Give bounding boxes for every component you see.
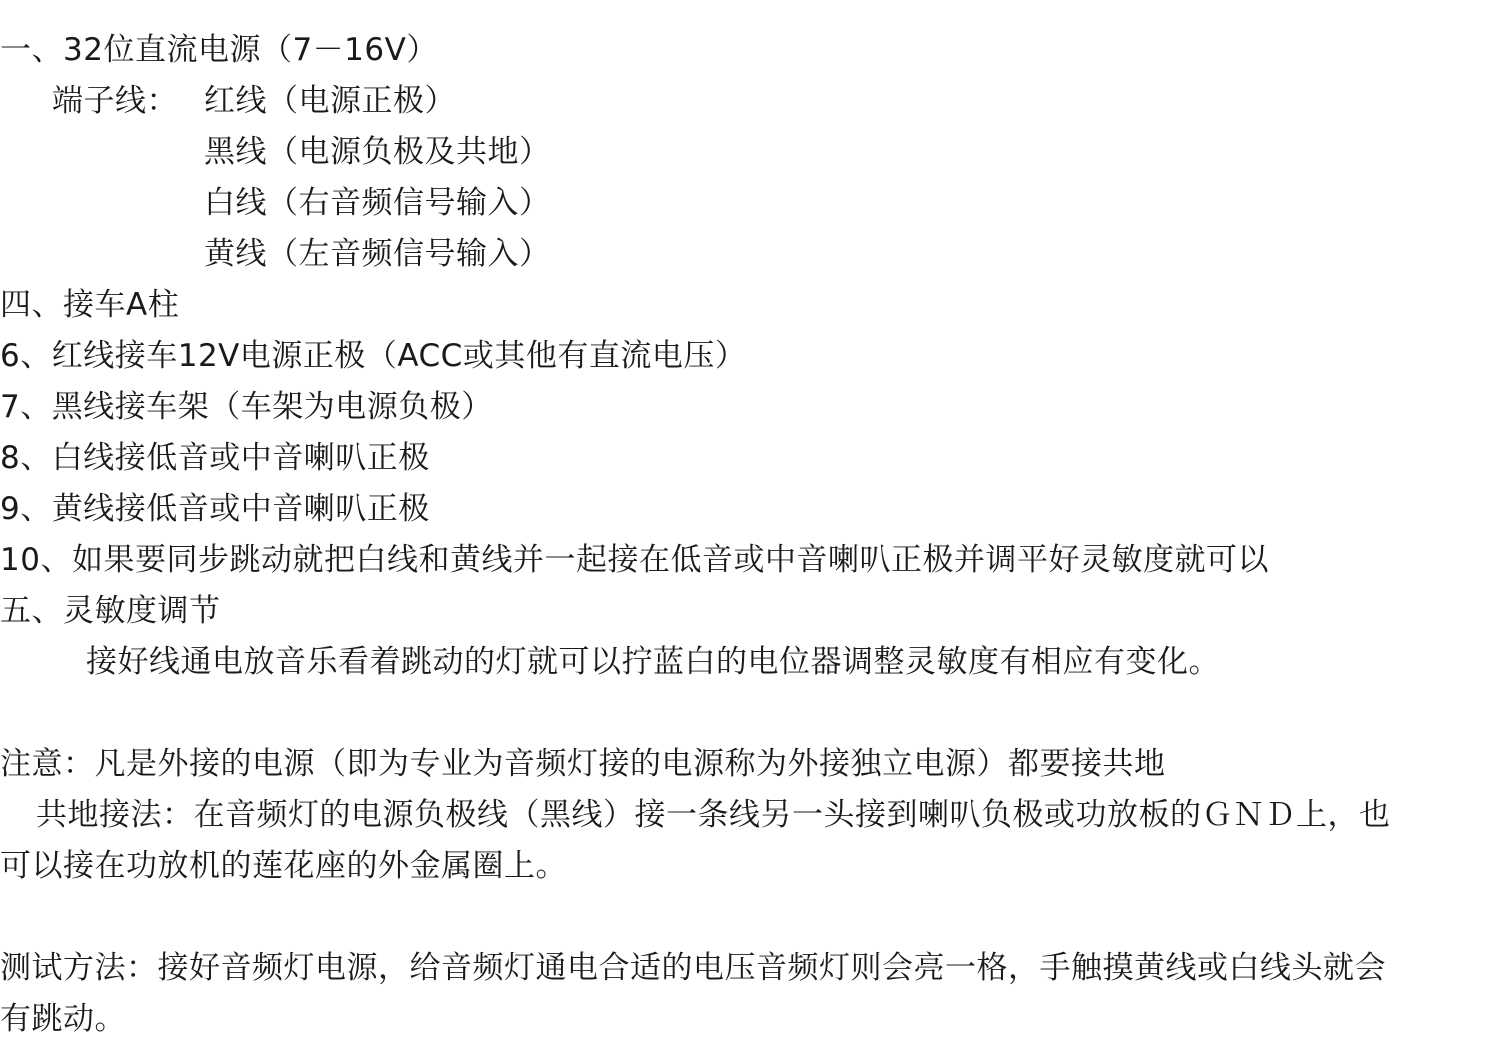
test-method-line1: 测试方法：接好音频灯电源，给音频灯通电合适的电压音频灯则会亮一格，手触摸黄线或白线头就会 [0, 950, 1386, 986]
ground-method-line2: 可以接在功放机的莲花座的外金属圈上。 [0, 848, 567, 884]
step-7: 7、黑线接车架（车架为电源负极） [0, 389, 493, 425]
wire-yellow: 黄线（左音频信号输入） [204, 236, 551, 272]
note-text: 注意：凡是外接的电源（即为专业为音频灯接的电源称为外接独立电源）都要接共地 [0, 746, 1166, 782]
wire-red: 红线（电源正极） [204, 83, 456, 119]
section5-body: 接好线通电放音乐看着跳动的灯就可以拧蓝白的电位器调整灵敏度有相应有变化。 [86, 644, 1220, 680]
section1-heading: 一、32位直流电源（7－16V） [0, 32, 438, 68]
ground-method-line1: 共地接法：在音频灯的电源负极线（黑线）接一条线另一头接到喇叭负极或功放板的ＧＮＤ上，也 [36, 797, 1391, 833]
step-8: 8、白线接低音或中音喇叭正极 [0, 440, 430, 476]
step-9: 9、黄线接低音或中音喇叭正极 [0, 491, 430, 527]
wire-white: 白线（右音频信号输入） [204, 185, 551, 221]
wire-label: 端子线： [52, 83, 178, 119]
section4-heading: 四、接车A柱 [0, 287, 180, 323]
wire-black: 黑线（电源负极及共地） [204, 134, 551, 170]
section5-heading: 五、灵敏度调节 [0, 593, 221, 629]
test-method-line2: 有跳动。 [0, 1001, 126, 1037]
step-10: 10、如果要同步跳动就把白线和黄线并一起接在低音或中音喇叭正极并调平好灵敏度就可以 [0, 542, 1269, 578]
step-6: 6、红线接车12V电源正极（ACC或其他有直流电压） [0, 338, 747, 374]
